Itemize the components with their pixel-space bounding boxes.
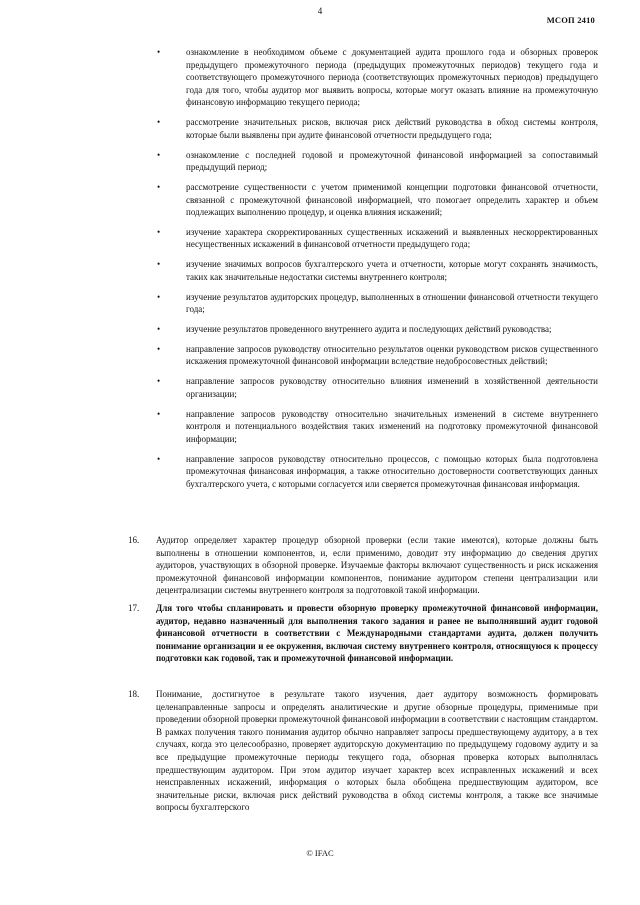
bullet-item [157,408,598,446]
bullet-text: направление запросов руководству относительно процессов, с помощью которых была подготовлена промежуточная финансовая информация, а также относительно достоверности соответствующих данных бухгалтерского учета, с которыми согласуется или сверяется промежуточная финансовая информация. [186,453,598,489]
bullet-item [157,375,598,400]
bullet-item [157,181,598,219]
bullet-item [157,116,598,141]
paragraph-17 [0,602,640,665]
bullet-icon: • [157,149,161,160]
bullet-icon: • [157,291,161,302]
bullet-icon: • [157,226,161,237]
paragraph-16 [0,534,640,597]
bullet-text: ознакомление с последней годовой и промежуточной финансовой информацией за сопоставимый предыдущий период; [186,149,598,173]
bullet-text: изучение значимых вопросов бухгалтерского учета и отчетности, которые могут сохранять значимость, таких как значительные недостатки системы внутреннего контроля; [186,259,598,282]
footer-copyright: © IFAC [306,848,334,858]
bullet-text: направление запросов руководству относительно значительных изменений в системе внутреннего контроля и потенциального воздействия таких изменений на подготовку промежуточной финансовой информации; [186,408,598,444]
bullet-item [157,323,598,336]
bullet-item [157,258,598,283]
bullet-icon: • [157,376,161,387]
bullet-text: изучение результатов проведенного внутреннего аудита и последующих действий руководства; [186,324,552,334]
bullet-text: ознакомление в необходимом объеме с документацией аудита прошлого года и обзорных проверок предыдущего промежуточного периода (предыдущих промежуточных периодов) текущего года и соответствующего промежуточного периода (соответствующих промежуточных периодов) предыдущего года для того, чтобы аудитор мог выявить вопросы, которые могут оказать влияние на промежуточную финансовую информацию текущего периода; [186,47,598,108]
bullet-icon: • [157,181,161,192]
bullet-item [157,291,598,316]
bullet-icon: • [157,117,161,128]
document-code: МСОП 2410 [546,15,595,25]
bullet-text: изучение результатов аудиторских процедур, выполненных в отношении финансовой отчетности текущего года; [186,291,598,315]
paragraph-number: 16. [128,535,140,545]
bullet-item [157,46,598,109]
bullet-icon: • [157,408,161,419]
paragraph-text-bold: Для того чтобы спланировать и провести обзорную проверку промежуточной финансовой информации, аудитор, недавно назначенный для выполнения такого задания и ранее не выполнявший аудит годовой финансовой отчетности в соответствии с Международными стандартами аудита, должен получить понимание организации и ее окружения, включая систему внутреннего контроля, относящуюся к процессу подготовки как годовой, так и промежуточной финансовой информации. [156,603,598,664]
bullet-icon: • [157,453,161,464]
bullet-list [0,46,640,497]
paragraph-number: 17. [128,603,140,613]
bullet-item [157,226,598,251]
bullet-text: рассмотрение существенности с учетом применимой концепции подготовки финансовой отчетности, связанной с промежуточной финансовой информацией, что помогает определить характер и объем подлежащих выполнению процедур, и оценка влияния искажений; [186,181,598,218]
bullet-text: направление запросов руководству относительно влияния изменений в хозяйственной деятельности организации; [186,376,598,399]
paragraph-text: Аудитор определяет характер процедур обзорной проверки (если такие имеются), которые должны быть выполнены в отношении компонентов, и, если применимо, доводит эту информацию до сведения других аудиторов, участвующих в обзорной проверке. Изучаемые факторы включают существенность и риск искажения промежуточной финансовой информации компонентов, понимание аудитором степени централизации или децентрализации системы внутреннего контроля за подготовкой такой информации. [156,535,598,596]
bullet-item [157,343,598,368]
bullet-text: направление запросов руководству относительно результатов оценки руководством рисков существенного искажения промежуточной финансовой информации вследствие недобросовестных действий; [186,343,598,367]
paragraph-number: 18. [128,689,140,699]
page-number: 4 [317,6,323,16]
bullet-icon: • [157,47,161,57]
bullet-icon: • [157,324,161,334]
bullet-icon: • [157,259,161,270]
bullet-icon: • [157,343,161,354]
bullet-item [157,149,598,174]
bullet-text: изучение характера скорректированных существенных искажений и выявленных нескорректированных несущественных искажений в финансовой отчетности предыдущего года; [186,226,598,250]
paragraph-18 [0,688,640,814]
paragraph-text: Понимание, достигнутое в результате такого изучения, дает аудитору возможность формировать целенаправленные запросы и определять аналитические и другие обзорные процедуры, применимые при проведении обзорной проверки промежуточной финансовой информации в соответствии с настоящим стандартом. В рамках получения такого понимания аудитор обычно направляет запросы предшествующему аудитору, а в тех случаях, когда это целесообразно, проверяет аудиторскую документацию по предыдущему годовому аудиту и за все предыдущие промежуточные периоды текущего года, обзорная проверка которых выполнялась предшествующим аудитором. При этом аудитор изучает характер всех исправленных искажений и всех неисправленных искажений, информация о которых была обобщена предшествующим аудитором, все значительные риски, включая риск действий руководства в обход системы контроля, а также все значимые вопросы бухгалтерского [156,689,598,813]
bullet-text: рассмотрение значительных рисков, включая риск действий руководства в обход системы контроля, которые были выявлены при аудите финансовой отчетности предыдущего года; [186,117,598,140]
bullet-item [157,453,598,491]
